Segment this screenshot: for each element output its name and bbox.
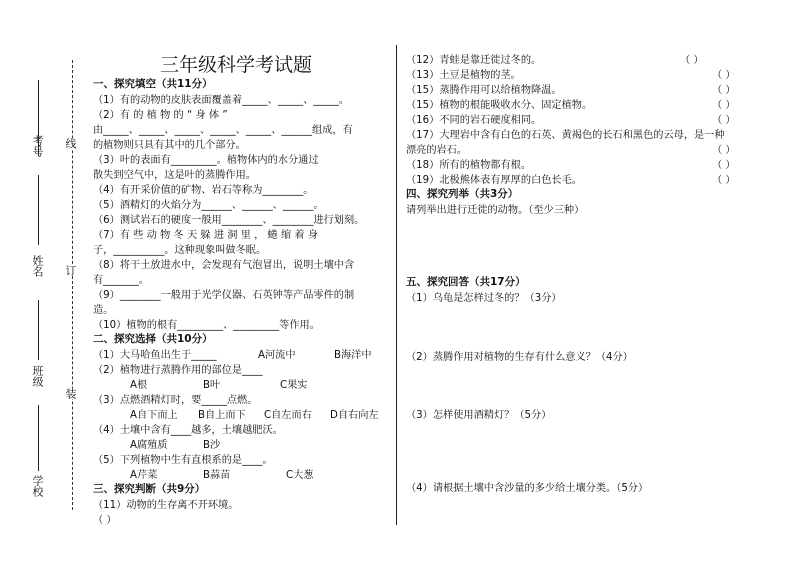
question-3-15-bracket: （ ） — [712, 100, 736, 111]
question-3-17-bracket: （ ） — [712, 145, 736, 156]
question-1-8b: 有_______。 — [93, 275, 150, 286]
question-3-16: （16）不同的岩石硬度相同。 — [406, 115, 542, 126]
question-1-4: （4）有开采价值的矿物、岩石等称为________。 — [93, 185, 314, 196]
question-3-14: （15）蒸腾作用可以给植物降温。 — [406, 85, 562, 96]
question-5-3: （3）怎样使用酒精灯？（5分） — [406, 410, 552, 421]
question-4: 请列举出进行迁徙的动物。（至少三种） — [406, 205, 585, 216]
question-3-11: （11）动物的生存离不开环境。 — [93, 500, 239, 511]
question-3-15: （15）植物的根能吸收水分、固定植物。 — [406, 100, 593, 111]
question-2-5-option-b: B蒜苗 — [203, 470, 231, 481]
xuexiao-label: 学校 — [31, 475, 44, 497]
question-2-3-option-a: A自下而上 — [130, 410, 178, 421]
question-3-18: （18）所有的植物都有根。 — [406, 160, 532, 171]
section-5-heading: 五、探究回答（共17分） — [406, 276, 526, 288]
question-1-8a: （8）将干土放进水中，会发现有气泡冒出，说明土壤中含 — [93, 260, 355, 271]
question-3-17b: 漂亮的岩石。 — [406, 145, 468, 156]
question-2-4-option-a: A腐殖质 — [130, 440, 168, 451]
question-1-7a: （7）有 些 动 物 冬 天 躲 进 洞 里 ， 蜷 缩 着 身 — [93, 230, 319, 241]
question-2-3-option-c: C自左而右 — [264, 410, 312, 421]
question-2-2: （2）植物进行蒸腾作用的部位是____ — [93, 365, 263, 376]
question-2-1: （1）大马哈鱼出生于_____ — [93, 350, 217, 361]
question-1-3a: （3）叶的表面有_________。植物体内的水分通过 — [93, 155, 319, 166]
question-3-13-bracket: （ ） — [712, 70, 736, 81]
question-1-9a: （9）________一般用于光学仪器、石英钟等产品零件的制 — [93, 290, 355, 301]
question-1-5: （5）酒精灯的火焰分为______、______、______。 — [93, 200, 324, 211]
section-1-heading: 一、探究填空（共11分） — [93, 78, 213, 90]
question-2-3: （3）点燃酒精灯时，要_____点燃。 — [93, 395, 258, 406]
question-1-2a: （2）有 的 植 物 的 “ 身 体 ” — [93, 110, 228, 121]
question-3-18-bracket: （ ） — [712, 160, 736, 171]
kaohao-label: 考号 — [31, 135, 44, 157]
question-3-11-bracket: （ ） — [93, 515, 117, 526]
section-2-heading: 二、探究选择（共10分） — [93, 333, 213, 345]
question-1-10: （10）植物的根有_________、_________等作用。 — [93, 320, 320, 331]
question-1-9b: 造。 — [93, 305, 114, 316]
question-3-12: （12）青蛙是靠迁徙过冬的。 — [406, 55, 542, 66]
question-2-2-option-a: A根 — [130, 380, 148, 391]
question-3-19: （19）北极熊体表有厚厚的白色长毛。 — [406, 175, 582, 186]
question-1-6: （6）测试岩石的硬度一般用________、________进行划刻。 — [93, 215, 365, 226]
question-2-3-option-b: B自上而下 — [198, 410, 246, 421]
question-1-3b: 散失到空气中，这是叶的蒸腾作用。 — [93, 170, 256, 181]
question-2-5-option-a: A芹菜 — [130, 470, 158, 481]
page-title: 三年级科学考试题 — [160, 54, 313, 76]
question-1-1: （1）有的动物的皮肤表面覆盖着_____、_____、_____。 — [93, 95, 350, 106]
section-3-heading: 三、探究判断（共9分） — [93, 483, 206, 495]
xuexiao-underline — [38, 405, 39, 471]
column-divider — [396, 45, 397, 525]
xingming-underline — [38, 175, 39, 245]
question-2-2-option-c: C果实 — [280, 380, 308, 391]
question-2-3-option-d: D自右向左 — [330, 410, 379, 421]
question-2-5-option-c: C大葱 — [286, 470, 314, 481]
question-5-4: （4）请根据土壤中含沙量的多少给土壤分类。（5分） — [406, 483, 649, 494]
question-2-2-option-b: B叶 — [203, 380, 221, 391]
question-1-2b: 由_____、_____、_____、_____、_____、______组成，有 — [93, 125, 353, 136]
xingming-label: 姓名 — [31, 255, 44, 277]
question-3-14-bracket: （ ） — [712, 85, 736, 96]
question-1-7b: 子，__________。这种现象叫做冬眠。 — [93, 245, 267, 256]
question-2-5: （5）下列植物中生有直根系的是____。 — [93, 455, 273, 466]
question-2-1-option-b: B海洋中 — [334, 350, 372, 361]
question-2-4: （4）土壤中含有____越多，土壤越肥沃。 — [93, 425, 283, 436]
xian-mark: 线 — [64, 138, 77, 149]
binding-dashed-line — [72, 60, 73, 510]
question-5-1: （1）乌龟是怎样过冬的？（3分） — [406, 293, 562, 304]
question-1-2c: 的植物则只具有其中的几个部分。 — [93, 140, 246, 151]
question-3-13: （13）土豆是植物的茎。 — [406, 70, 521, 81]
question-3-17a: （17）大理岩中含有白色的石英、黄褐色的长石和黑色的云母，是一种 — [406, 130, 725, 141]
banji-underline — [38, 300, 39, 360]
question-2-4-option-b: B沙 — [203, 440, 221, 451]
ding-mark: 订 — [64, 265, 77, 276]
question-3-12-bracket: （ ） — [680, 55, 704, 66]
question-3-19-bracket: （ ） — [712, 175, 736, 186]
banji-label: 班级 — [31, 365, 44, 387]
question-2-1-option-a: A河流中 — [258, 350, 296, 361]
question-5-2: （2）蒸腾作用对植物的生存有什么意义？（4分） — [406, 352, 633, 363]
section-4-heading: 四、探究列举（共3分） — [406, 188, 519, 200]
zhuang-mark: 装 — [64, 388, 77, 399]
question-3-16-bracket: （ ） — [712, 115, 736, 126]
